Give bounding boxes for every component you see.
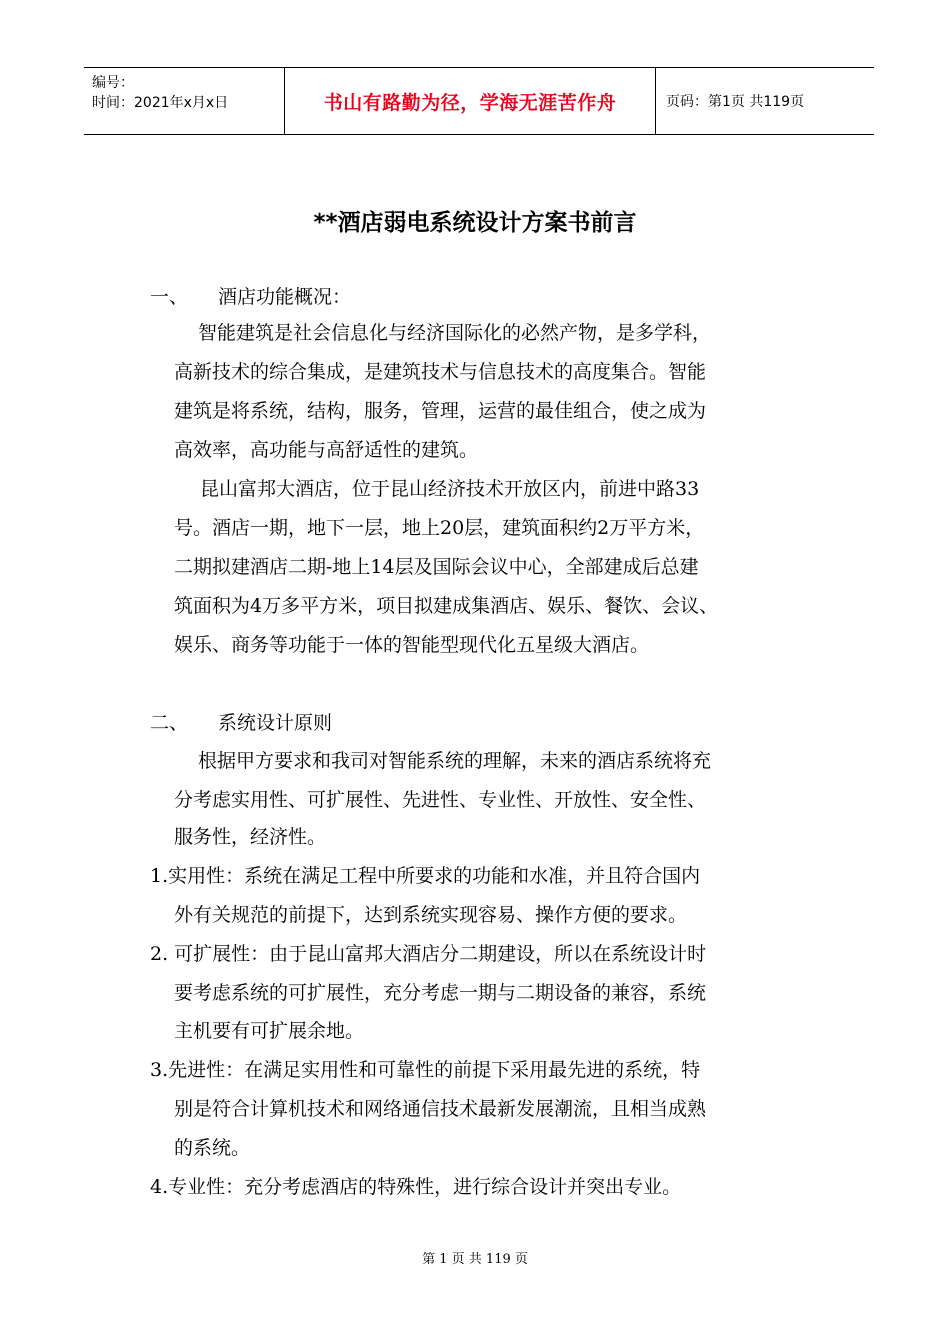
- document-title: **酒店弱电系统设计方案书前言: [313, 210, 637, 236]
- header-table: [84, 67, 874, 135]
- paragraph-line: 二期拟建酒店二期-地上14层及国际会议中心，全部建成后总建: [174, 556, 699, 578]
- list-item-line: 的系统。: [174, 1137, 251, 1159]
- page-footer: 第 1 页 共 119 页: [422, 1252, 528, 1267]
- paragraph-line: 根据甲方要求和我司对智能系统的理解，未来的酒店系统将充: [198, 750, 712, 772]
- list-item-line: 别是符合计算机技术和网络通信技术最新发展潮流，且相当成熟: [174, 1098, 707, 1120]
- page-info: 页码：第1页 共119页: [666, 94, 805, 110]
- section1-number: 一、: [150, 286, 189, 308]
- list-item-line: 主机要有可扩展余地。: [174, 1020, 365, 1042]
- section2-number: 二、: [150, 712, 189, 734]
- number-label: 编号：: [92, 75, 134, 91]
- list-item-line: 2. 可扩展性：由于昆山富邦大酒店分二期建设，所以在系统设计时: [150, 943, 707, 965]
- paragraph-line: 建筑是将系统，结构，服务，管理，运营的最佳组合，使之成为: [174, 400, 707, 422]
- list-item-line: 1.实用性：系统在满足工程中所要求的功能和水准，并且符合国内: [150, 865, 701, 887]
- paragraph-line: 分考虑实用性、可扩展性、先进性、专业性、开放性、安全性、: [174, 789, 707, 811]
- section2-heading: 系统设计原则: [218, 712, 333, 734]
- section1-heading: 酒店功能概况：: [218, 286, 352, 308]
- paragraph-line: 筑面积为4万多平方米，项目拟建成集酒店、娱乐、餐饮、会议、: [174, 595, 719, 617]
- paragraph-line: 高新技术的综合集成，是建筑技术与信息技术的高度集合。智能: [174, 361, 707, 383]
- paragraph-line: 号。酒店一期，地下一层，地上20层，建筑面积约2万平方米，: [174, 517, 705, 539]
- paragraph-line: 昆山富邦大酒店，位于昆山经济技术开放区内，前进中路33: [200, 478, 700, 500]
- list-item-line: 4.专业性：充分考虑酒店的特殊性，进行综合设计并突出专业。: [150, 1176, 682, 1198]
- header-motto-cell: [284, 68, 656, 134]
- list-item-line: 要考虑系统的可扩展性，充分考虑一期与二期设备的兼容，系统: [174, 982, 707, 1004]
- list-item-line: 外有关规范的前提下，达到系统实现容易、操作方便的要求。: [174, 904, 688, 926]
- paragraph-line: 智能建筑是社会信息化与经济国际化的必然产物，是多学科，: [198, 322, 712, 344]
- header-meta: [84, 68, 284, 134]
- header-page-cell: [656, 68, 874, 134]
- list-item-line: 3.先进性：在满足实用性和可靠性的前提下采用最先进的系统，特: [150, 1059, 701, 1081]
- motto: 书山有路勤为径，学海无涯苦作舟: [323, 91, 617, 114]
- paragraph-line: 娱乐、商务等功能于一体的智能型现代化五星级大酒店。: [174, 634, 650, 656]
- paragraph-line: 服务性，经济性。: [174, 826, 327, 848]
- paragraph-line: 高效率，高功能与高舒适性的建筑。: [174, 439, 479, 461]
- time-label: 时间：2021年x月x日: [92, 95, 229, 111]
